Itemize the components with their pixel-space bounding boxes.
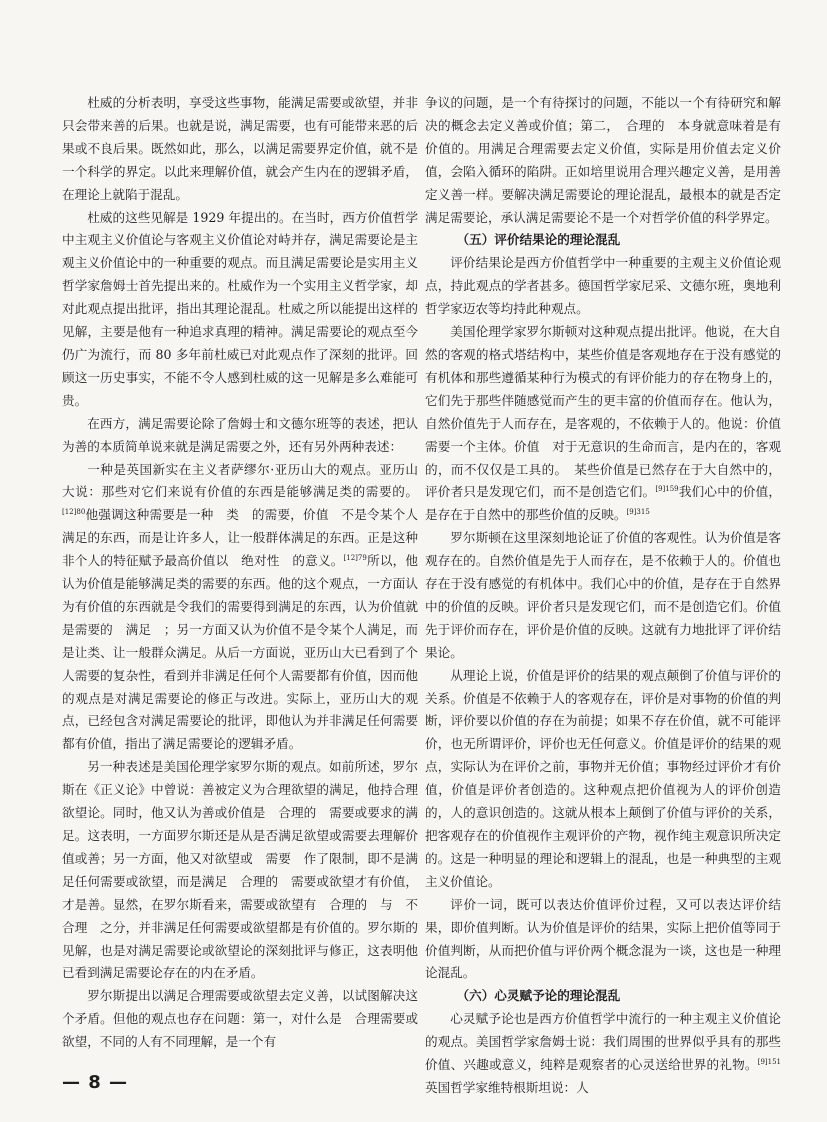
- page-number: — 8 —: [62, 1072, 129, 1093]
- paragraph-text: 从理论上说，价值是评价的结果的观点颠倒了价值与评价的关系。价值是不依赖于人的客观存在，评价是对事物的价值的判断，评价要以价值的存在为前提；如果不存在价值，就不可能评价，也无所谓评价，评价也无任何意义。价值是评价的结果的观点，实际认为在评价之前，事物并无价值；事物经过评价才有价值，价值是评价者创造的。这种观点把价值视为人的评价创造的，人的意识创造的。这就从根本上颠倒了价值与评价的关系，把客观存在的价值视作主观评价的产物，视作纯主观意识所决定的。这是一种明显的理论和逻辑上的混乱，也是一种典型的主观主义价值论。: [425, 667, 781, 889]
- paragraph: [425, 321, 781, 527]
- paragraph-text: 所以，他认为价值是能够满足类的需要的东西。他的这个观点，一方面认为有价值的东西就是令我们的需要得到满足的东西，认为价值就是需要的 满足 ；另一方面又认为价值不是令某个人满足，而是让类、让一般群众满足。从后一方面说，亚历山大已看到了个人需要的复杂性，看到并非满足任何个人需要都有价值，因而他的观点是对满足需要论的修正与改进。实际上，亚历山大的观点，已经包含对满足需要论的批评，即他认为并非满足任何需要都有价值，指出了满足需要论的逻辑矛盾。: [62, 553, 418, 752]
- paragraph-text: 杜威的这些见解是 1929 年提出的。在当时，西方价值哲学中主观主义价值论与客观主义价值论对峙并存，满足需要论是主观主义价值论中的一种重要的观点。而且满足需要论是实用主义哲学家詹姆士首先提出来的。杜威作为一个实用主义哲学家，却对此观点提出批评，指出其理论混乱。杜威之所以能提出这样的见解，主要是他有一种追求真理的精神。满足需要论的观点至今仍广为流行，而 80 多年前杜威已对此观点作了深刻的批评。回顾这一历史事实，不能不令人感到杜威的这一见解是多么难能可贵。: [62, 209, 418, 408]
- paragraph-text: 罗尔斯顿在这里深刻地论证了价值的客观性。认为价值是客观存在的。自然价值是先于人而存在，是不依赖于人的。价值也存在于没有感觉的有机体中。我们心中的价值，是存在于自然界中的价值的反映。评价者只是发现它们，而不是创造它们。价值先于评价而存在，评价是价值的反映。这就有力地批评了评价结果论。: [425, 530, 781, 660]
- paragraph-text: 在西方，满足需要论除了詹姆士和文德尔班等的表述，把认为善的本质简单说来就是满足需要之外，还有另外两种表述：: [62, 415, 418, 454]
- paragraph: [62, 413, 418, 459]
- paragraph-text: 罗尔斯提出以满足合理需要或欲望去定义善，以试图解决这个矛盾。但他的观点也存在问题：第一，对什么是 合理需要或欲望，不同的人有不同理解，是一个有: [62, 988, 418, 1050]
- paragraph: [425, 894, 781, 986]
- paragraph-text: 评价一词，既可以表达价值评价过程，又可以表达评价结果，即价值判断。认为价值是评价的结果，实际上把价值等同于价值判断，从而把价值与评价两个概念混为一谈，这也是一种理论混乱。: [425, 896, 781, 981]
- paragraph-text: 我们心中的价值，是存在于自然中的那些价值的反映。: [425, 484, 781, 523]
- citation-superscript: [9]151: [757, 1057, 781, 1066]
- paragraph: [62, 207, 418, 413]
- paragraph: [62, 756, 418, 985]
- section-heading: （五）评价结果论的理论混乱: [456, 232, 621, 248]
- paragraph: [425, 252, 781, 321]
- paragraph: [425, 527, 781, 664]
- paragraph-text: 心灵赋予论也是西方价值哲学中流行的一种主观主义价值论的观点。美国哲学家詹姆士说：我们周围的世界似乎具有的那些价值、兴趣或意义，纯粹是观察者的心灵送给世界的礼物。: [425, 1011, 781, 1073]
- paragraph: [425, 665, 781, 894]
- left-column: [62, 92, 418, 1054]
- citation-superscript: [12]79: [343, 553, 367, 562]
- paragraph: [425, 1008, 781, 1100]
- paragraph: [62, 459, 418, 757]
- paragraph: [62, 92, 418, 207]
- paragraph: [425, 92, 781, 229]
- citation-superscript: [12]80: [62, 508, 86, 517]
- paragraph-text: 一种是英国新实在主义者萨缪尔·亚历山大的观点。亚历山大说：那些对它们来说有价值的东西是能够满足类的需要的。: [62, 461, 418, 500]
- paragraph-text: 争议的问题，是一个有待探讨的问题，不能以一个有待研究和解决的概念去定义善或价值；第二， 合理的 本身就意味着是有价值的。用满足合理需要去定义价值，实际是用价值去定义价值，会陷入循环的陷阱。正如培里说用合理兴趣定义善，是用善定义善一样。要解决满足需要论的理论混乱，最根本的就是否定满足需要论，承认满足需要论不是一个对哲学价值的科学界定。: [425, 95, 781, 225]
- section-heading: （六）心灵赋予论的理论混乱: [456, 988, 621, 1004]
- right-column: [425, 92, 781, 1100]
- paragraph-text: 他强调这种需要是一种 类 的需要，价值 不是令某个人满足的东西，而是让许多人，让一般群体满足的东西。正是这种非个人的特征赋予最高价值以 绝对性 的意义。: [62, 507, 418, 569]
- paragraph-text: 英国哲学家维特根斯坦说：人: [425, 1079, 589, 1095]
- paragraph: [62, 985, 418, 1054]
- citation-superscript: [9]315: [626, 508, 650, 517]
- paragraph-text: 另一种表述是美国伦理学家罗尔斯的观点。如前所述，罗尔斯在《正义论》中曾说：善被定义为合理欲望的满足，他持合理欲望论。同时，他又认为善或价值是 合理的 需要或要求的满足。这表明，一方面罗尔斯还是从是否满足欲望或需要去理解价值或善；另一方面，他又对欲望或 需要 作了限制，即不是满足任何需要或欲望，而是满足 合理的 需要或欲望才有价值，才是善。显然，在罗尔斯看来，需要或欲望有 合理的 与 不合理 之分，并非满足任何需要或欲望都是有价值的。罗尔斯的见解，也是对满足需要论或欲望论的深刻批评与修正，这表明他已看到满足需要论存在的内在矛盾。: [62, 759, 418, 981]
- paragraph-text: 评价结果论是西方价值哲学中一种重要的主观主义价值论观点，持此观点的学者甚多。德国哲学家尼采、文德尔班，奥地利哲学家迈农等均持此种观点。: [425, 255, 781, 317]
- paragraph-text: 杜威的分析表明，享受这些事物，能满足需要或欲望，并非只会带来善的后果。也就是说，满足需要，也有可能带来恶的后果或不良后果。既然如此，那么，以满足需要界定价值，就不是一个科学的界定。以此来理解价值，就会产生内在的逻辑矛盾，在理论上就陷于混乱。: [62, 95, 418, 202]
- paragraph-text: 美国伦理学家罗尔斯顿对这种观点提出批评。他说，在大自然的客观的格式塔结构中，某些价值是客观地存在于没有感觉的有机体和那些遵循某种行为模式的有评价能力的存在物身上的，它们先于那些伴随感觉而产生的更丰富的价值而存在。他认为，自然价值先于人而存在，是客观的，不依赖于人的。他说：价值需要一个主体。价值 对于无意识的生命而言，是内在的，客观的，而不仅仅是工具的。 某些价值是已然存在于大自然中的，评价者只是发现它们，而不是创造它们。: [425, 324, 781, 500]
- citation-superscript: [9]159: [655, 485, 679, 494]
